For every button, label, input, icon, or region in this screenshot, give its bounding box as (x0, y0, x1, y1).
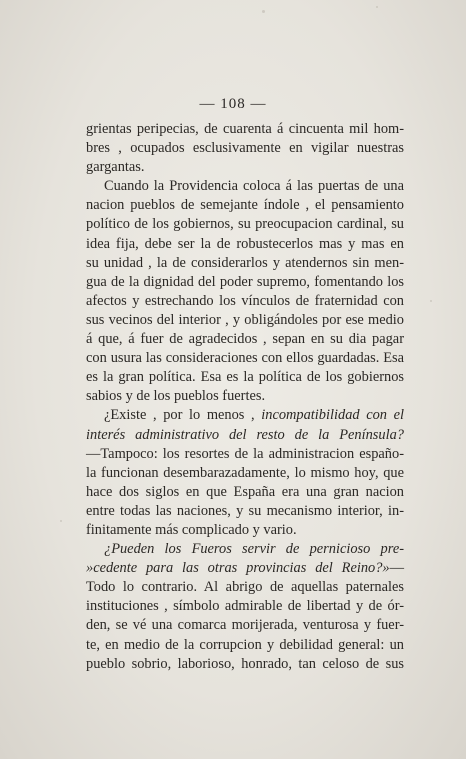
text-line: idea fija, debe ser la de robustecerlos mas y mas en (86, 235, 404, 252)
text-line: afectos y estrechando los vínculos de fraternidad con (86, 292, 404, 309)
text-line: bres , ocupados esclusivamente en vigilar nuestras (86, 140, 404, 157)
question-line (86, 406, 404, 425)
paragraph-4 (86, 540, 404, 674)
question-italic: incompatibilidad con el (261, 407, 404, 424)
text-line: nacion pueblos de semejante índole , el pensamiento (86, 197, 404, 214)
question-line: ¿Pueden los Fueros servir de pernicioso pre- (104, 541, 404, 558)
paper-speck (376, 6, 378, 8)
text-line: es la gran política. Esa es la política de los gobiernos (86, 369, 404, 386)
text-line: hace dos siglos en que España era una gran nacion (86, 483, 404, 500)
text-line: á que, á fuer de agradecidos , sepan en su dia pagar (86, 331, 404, 348)
text-line: entre todas las naciones, y su mecanismo interior, in- (86, 502, 404, 519)
text-line: gua de la dignidad del poder supremo, fomentando los (86, 273, 404, 290)
text-line: pueblo sobrio, laborioso, honrado, tan celoso de sus (86, 655, 404, 672)
paper-speck (430, 300, 432, 302)
text-line: Cuando la Providencia coloca á las puertas de una (104, 178, 404, 195)
text-line: Todo lo contrario. Al abrigo de aquellas paternales (86, 579, 404, 596)
text-line: —Tampoco: los resortes de la administracion españo- (86, 445, 404, 462)
paper-speck (60, 520, 62, 522)
question-line: interés administrativo del resto de la Península? (86, 426, 404, 443)
paragraph-2 (86, 177, 404, 406)
text-line: den, se vé una comarca morijerada, venturosa y fuer- (86, 617, 404, 634)
page-body-text (86, 120, 404, 674)
question-italic: »cedente para las otras provincias del Reino?» (86, 560, 390, 577)
paper-speck (262, 10, 265, 13)
text-line: sabios y de los pueblos fuertes. (86, 388, 266, 405)
text-line: sus vecinos del interior , y obligándoles por ese medio (86, 311, 404, 328)
text-line: político de los gobiernos, su preocupacion cardinal, su (86, 216, 404, 233)
text-line: su unidad , la de considerarlos y atendernos sin men- (86, 254, 404, 271)
paragraph-3 (86, 406, 404, 540)
text-line: te, en medio de la corrupcion y debilidad general: un (86, 636, 404, 653)
text-line: grientas peripecias, de cuarenta á cincuenta mil hom- (86, 121, 404, 137)
text-line: con usura las consideraciones con ellos guardadas. Esa (86, 350, 404, 367)
question-dash: — (389, 560, 404, 577)
question-line (86, 559, 404, 578)
paragraph-1 (86, 120, 404, 177)
page-number: — 108 — (199, 96, 267, 112)
question-lead: ¿Existe , por lo menos , (104, 407, 262, 424)
text-line: la funcionan desembarazadamente, lo mismo hoy, que (86, 464, 404, 481)
text-line: finitamente más complicado y vario. (86, 521, 297, 538)
text-line: instituciones , símbolo admirable de libertad y de ór- (86, 598, 404, 615)
text-line: gargantas. (86, 159, 145, 176)
